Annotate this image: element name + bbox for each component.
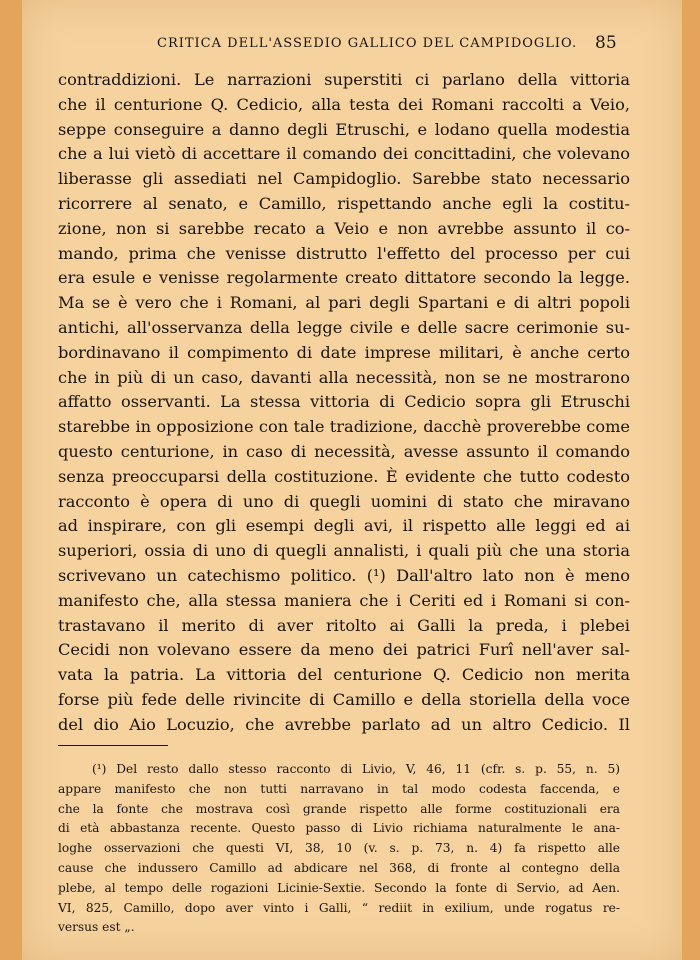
- body-paragraph: [58, 68, 630, 738]
- body-line: ad inspirare, con gli esempi degli avi, il rispetto alle leggi ed ai: [58, 516, 630, 536]
- page-number: 85: [595, 33, 617, 53]
- footnote: [58, 760, 620, 938]
- body-line: trastavano il merito di aver ritolto ai Galli la preda, i plebei: [58, 615, 630, 635]
- footnote-line: appare manifesto che non tutti narravano in tal modo codesta faccenda, e: [58, 781, 620, 796]
- body-line: scrivevano un catechismo politico. (¹) Dall'altro lato non è meno: [58, 565, 630, 585]
- body-line: affatto osservanti. La stessa vittoria di Cedicio sopra gli Etruschi: [58, 392, 630, 412]
- body-line: del dio Aio Locuzio, che avrebbe parlato ad un altro Cedicio. Il: [58, 714, 630, 734]
- body-line: era esule e venisse regolarmente creato dittatore secondo la legge.: [58, 268, 630, 288]
- body-line: superiori, ossia di uno di quegli annalisti, i quali più che una storia: [58, 541, 630, 561]
- footnote-line: plebe, al tempo delle rogazioni Licinie-Sextie. Secondo la fonte di Servio, ad Aen.: [58, 880, 620, 895]
- footnote-line: cause che indussero Camillo ad abdicare nel 368, di fronte al contegno della: [58, 860, 620, 875]
- body-line: vata la patria. La vittoria del centurione Q. Cedicio non merita: [58, 665, 630, 685]
- body-line: che in più di un caso, davanti alla necessità, non se ne mostrarono: [58, 367, 630, 387]
- body-line: bordinavano il compimento di date imprese militari, è anche certo: [58, 342, 630, 362]
- body-line: manifesto che, alla stessa maniera che i Ceriti ed i Romani si con-: [58, 590, 630, 610]
- body-line: zione, non si sarebbe recato a Veio e non avrebbe assunto il co-: [58, 218, 630, 238]
- body-line: racconto è opera di uno di quegli uomini di stato che miravano: [58, 491, 630, 511]
- body-line: che a lui vietò di accettare il comando dei concittadini, che volevano: [58, 144, 630, 164]
- footnote-line: (¹) Del resto dallo stesso racconto di Livio, V, 46, 11 (cfr. s. p. 55, n. 5): [92, 762, 620, 776]
- book-page: [22, 0, 682, 960]
- body-line: liberasse gli assediati nel Campidoglio. Sarebbe stato necessario: [58, 169, 630, 189]
- body-line: antichi, all'osservanza della legge civile e delle sacre cerimonie su-: [58, 317, 630, 337]
- body-line: mando, prima che venisse distrutto l'effetto del processo per cui: [58, 243, 630, 263]
- body-line: forse più fede delle rivincite di Camillo e della storiella della voce: [58, 689, 630, 709]
- footnote-line: loghe osservazioni che questi VI, 38, 10 (v. s. p. 73, n. 4) fa rispetto alle: [58, 841, 620, 856]
- footnote-separator: [58, 745, 168, 746]
- running-title: CRITICA DELL'ASSEDIO GALLICO DEL CAMPIDOGLIO.: [157, 36, 578, 51]
- body-line: starebbe in opposizione con tale tradizione, dacchè proverebbe come: [58, 417, 630, 437]
- footnote-line: di età abbastanza recente. Questo passo di Livio richiama naturalmente le ana-: [58, 821, 620, 836]
- body-line: seppe conseguire a danno degli Etruschi, e lodano quella modestia: [58, 119, 630, 139]
- footnote-line: VI, 825, Camillo, dopo aver vinto i Galli, “ rediit in exilium, unde rogatus re-: [58, 900, 620, 915]
- footnote-line: che la fonte che mostrava così grande rispetto alle forme costituzionali era: [58, 801, 620, 816]
- body-line: contraddizioni. Le narrazioni superstiti ci parlano della vittoria: [58, 70, 630, 89]
- body-line: Cecidi non volevano essere da meno dei patrici Furî nell'aver sal-: [58, 640, 630, 660]
- body-line: senza preoccuparsi della costituzione. È evidente che tutto codesto: [58, 466, 630, 486]
- body-line: Ma se è vero che i Romani, al pari degli Spartani e di altri popoli: [58, 293, 630, 313]
- footnote-line: versus est „.: [58, 920, 135, 935]
- body-line: questo centurione, in caso di necessità, avesse assunto il comando: [58, 441, 630, 461]
- body-line: ricorrere al senato, e Camillo, rispettando anche egli la costitu-: [58, 193, 630, 213]
- body-line: che il centurione Q. Cedicio, alla testa dei Romani raccolti a Veio,: [58, 94, 630, 114]
